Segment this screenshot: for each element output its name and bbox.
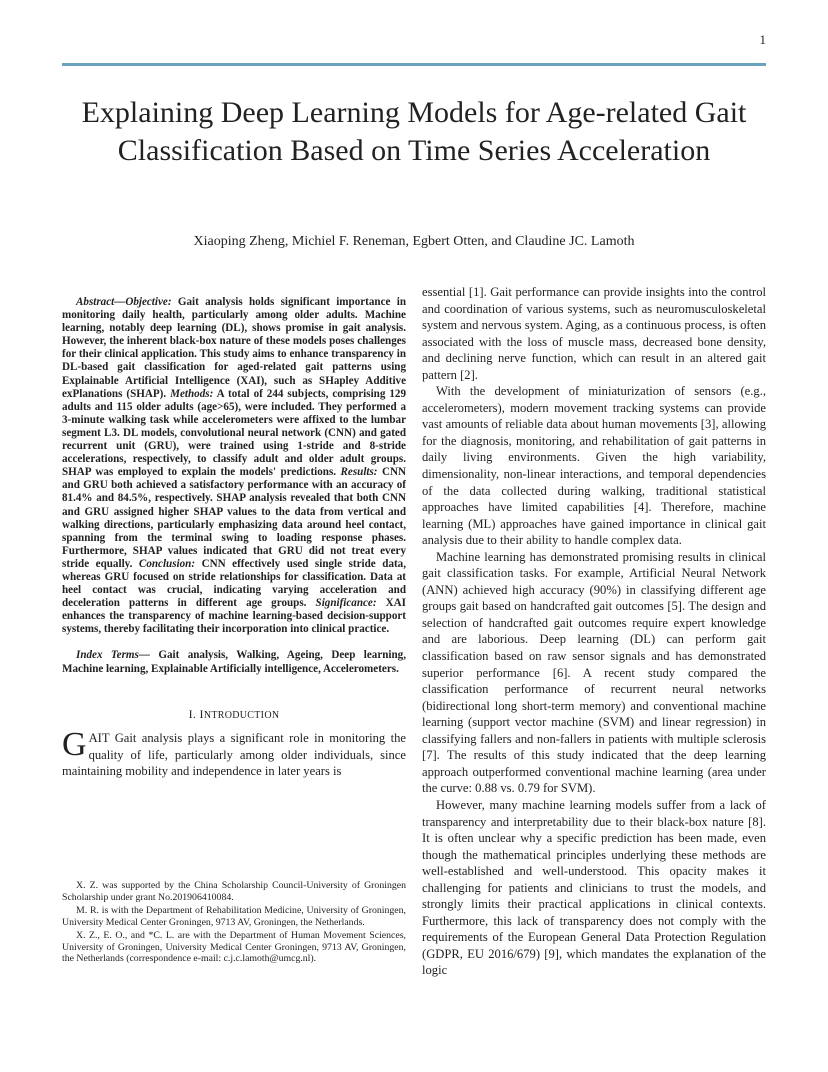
intro-text: AIT Gait analysis plays a significant role in monitoring the quality of life, particularly among older individuals, since maintaining mobility and independence in later years is — [62, 731, 406, 779]
section-number: I. — [188, 706, 197, 721]
right-column — [422, 284, 766, 979]
significance-text: XAI enhances the transparency of machine learning-based decision-support systems, thereby facilitating their incorporation into clinical practice. — [62, 597, 406, 636]
objective-text: Gait analysis holds significant importance in monitoring daily health, particularly among older adults. Machine learning, notably deep learning (DL), shows promise in gait analysis. However, the inherent black-box nature of these models poses challenges for their clinical application. This study aims to enhance transparency in DL-based gait classification for aged-related gait patterns using Explainable Artificial Intelligence (XAI), such as SHapley Additive exPlanations (SHAP). — [62, 296, 406, 400]
abstract-lead: Abstract— — [76, 296, 126, 308]
page-number: 1 — [759, 32, 766, 47]
intro-paragraph — [62, 726, 406, 780]
footnotes — [62, 880, 406, 966]
author-list: Xiaoping Zheng, Michiel F. Reneman, Egbert Otten, and Claudine JC. Lamoth — [193, 234, 635, 249]
index-terms — [62, 649, 406, 675]
body-paragraph: essential [1]. Gait performance can provide insights into the control and coordination of various systems, such as neuromusculoskeletal system and nervous system. Aging, as a continuous process, is often associated with the loss of muscle mass, decreased bone density, and declining nerve function, which can result in an altered gait pattern [2]. — [422, 285, 766, 382]
abstract — [62, 296, 406, 636]
section-heading — [62, 706, 406, 725]
body-paragraph: However, many machine learning models suffer from a lack of transparency and interpretability due to their black-box nature [8]. It is often unclear why a specific prediction has been made, even though the mathematical principles underlying these methods are well-established and well-understood. This opacity makes it challenging for patients and clinicians to trust the models, and strongly limits their practical applications in clinical contexts. Furthermore, this lack of transparency does not comply with the requirements of the European General Data Protection Regulation (GDPR, EU 2016/679) [9], which mandates the explanation of the logic — [422, 797, 766, 978]
results-label: Results: — [340, 466, 378, 479]
index-terms-label: Index Terms— — [76, 649, 150, 662]
body-paragraph: With the development of miniaturization of sensors (e.g., accelerometers), modern movement tracking systems can provide vast amounts of reliable data about human movements [3], allowing for the diagnosis, monitoring, and rehabilitation of gait patterns in daily living environments. Given the high variability, dimensionality, non-linear interactions, and temporal dependencies of the data collected during walking, traditional statistical approaches have limited capabilities [4]. Therefore, machine learning (ML) approaches have gained importance in clinical gait analysis due to their ability to handle complex data. — [422, 384, 766, 548]
footnote: X. Z. was supported by the China Scholarship Council-University of Groningen Scholarship under grant No.201906410084. — [62, 880, 406, 903]
footnote: M. R. is with the Department of Rehabilitation Medicine, University of Groningen, University Medical Center Groningen, 9713 AV, Groningen, the Netherlands. — [62, 904, 406, 928]
significance-label: Significance: — [315, 597, 377, 610]
index-terms-text: Gait analysis, Walking, Ageing, Deep learning, Machine learning, Explainable Artificially intelligence, Accelerometers. — [62, 649, 406, 675]
results-text: CNN and GRU both achieved a satisfactory performance with an accuracy of 81.4% and 84.5%, respectively. SHAP analysis revealed that both CNN and GRU assigned higher SHAP values to the data from vertical and walking directions, particularly emphasizing data around heel contact, spanning from the terminal swing to loading response phases. Furthermore, SHAP values indicated that GRU did not treat every stride equally. — [62, 466, 406, 570]
conclusion-label: Conclusion: — [138, 557, 196, 570]
conclusion-text: CNN effectively used single stride data, whereas GRU focused on stride relationships for classification. Data at heel contact was crucial, indicating varying acceleration and deceleration patterns in different age groups. — [62, 557, 407, 610]
methods-text: A total of 244 subjects, comprising 129 adults and 115 older adults (age>65), were included. They performed a 3-minute walking task while accelerometers were affixed to the lumbar segment L3. DL models, convolutional neural network (CNN) and gated recurrent unit (GRU), were trained using 1-stride and 8-stride accelerations, respectively, to classify adult and older adult groups. SHAP was employed to explain the models' predictions. — [62, 387, 407, 479]
methods-label: Methods: — [170, 387, 214, 400]
header-rule — [62, 63, 766, 66]
body-paragraph: Machine learning has demonstrated promising results in clinical gait classification tasks. For example, Artificial Neural Network (ANN) achieved high accuracy (90%) in classifying different age groups gait based on handcrafted gait outcomes [5]. The design and selection of handcrafted gait outcomes require expert knowledge and are laborious. Deep learning (DL) can perform gait classification based on raw sensor signals and has demonstrated superior performance [6]. A recent study compared the classification performance of recurrent neural networks (bidirectional long short-term memory) and conventional machine learning (support vector machine (SVM) and linear regression) in classifying fallers and non-fallers in patients with multiple sclerosis [7]. The results of this study indicated that the deep learning approach outperformed conventional machine learning (area under the curve: 0.88 vs. 0.79 for SVM). — [422, 549, 766, 796]
paper-title: Explaining Deep Learning Models for Age-related Gait Classification Based on Time Series Acceleration — [81, 96, 747, 167]
objective-label: Objective: — [125, 296, 172, 308]
footnote: X. Z., E. O., and *C. L. are with the Department of Human Movement Sciences, University of Groningen, University Medical Center Groningen, 9713 AV, Groningen, the Netherlands (correspondence e-mail: c.j.c.lamoth@umcg.nl). — [62, 929, 406, 965]
drop-cap: G — [62, 726, 87, 764]
section-initial: I — [199, 706, 204, 721]
left-column — [62, 296, 406, 780]
section-rest: NTRODUCTION — [203, 709, 280, 721]
